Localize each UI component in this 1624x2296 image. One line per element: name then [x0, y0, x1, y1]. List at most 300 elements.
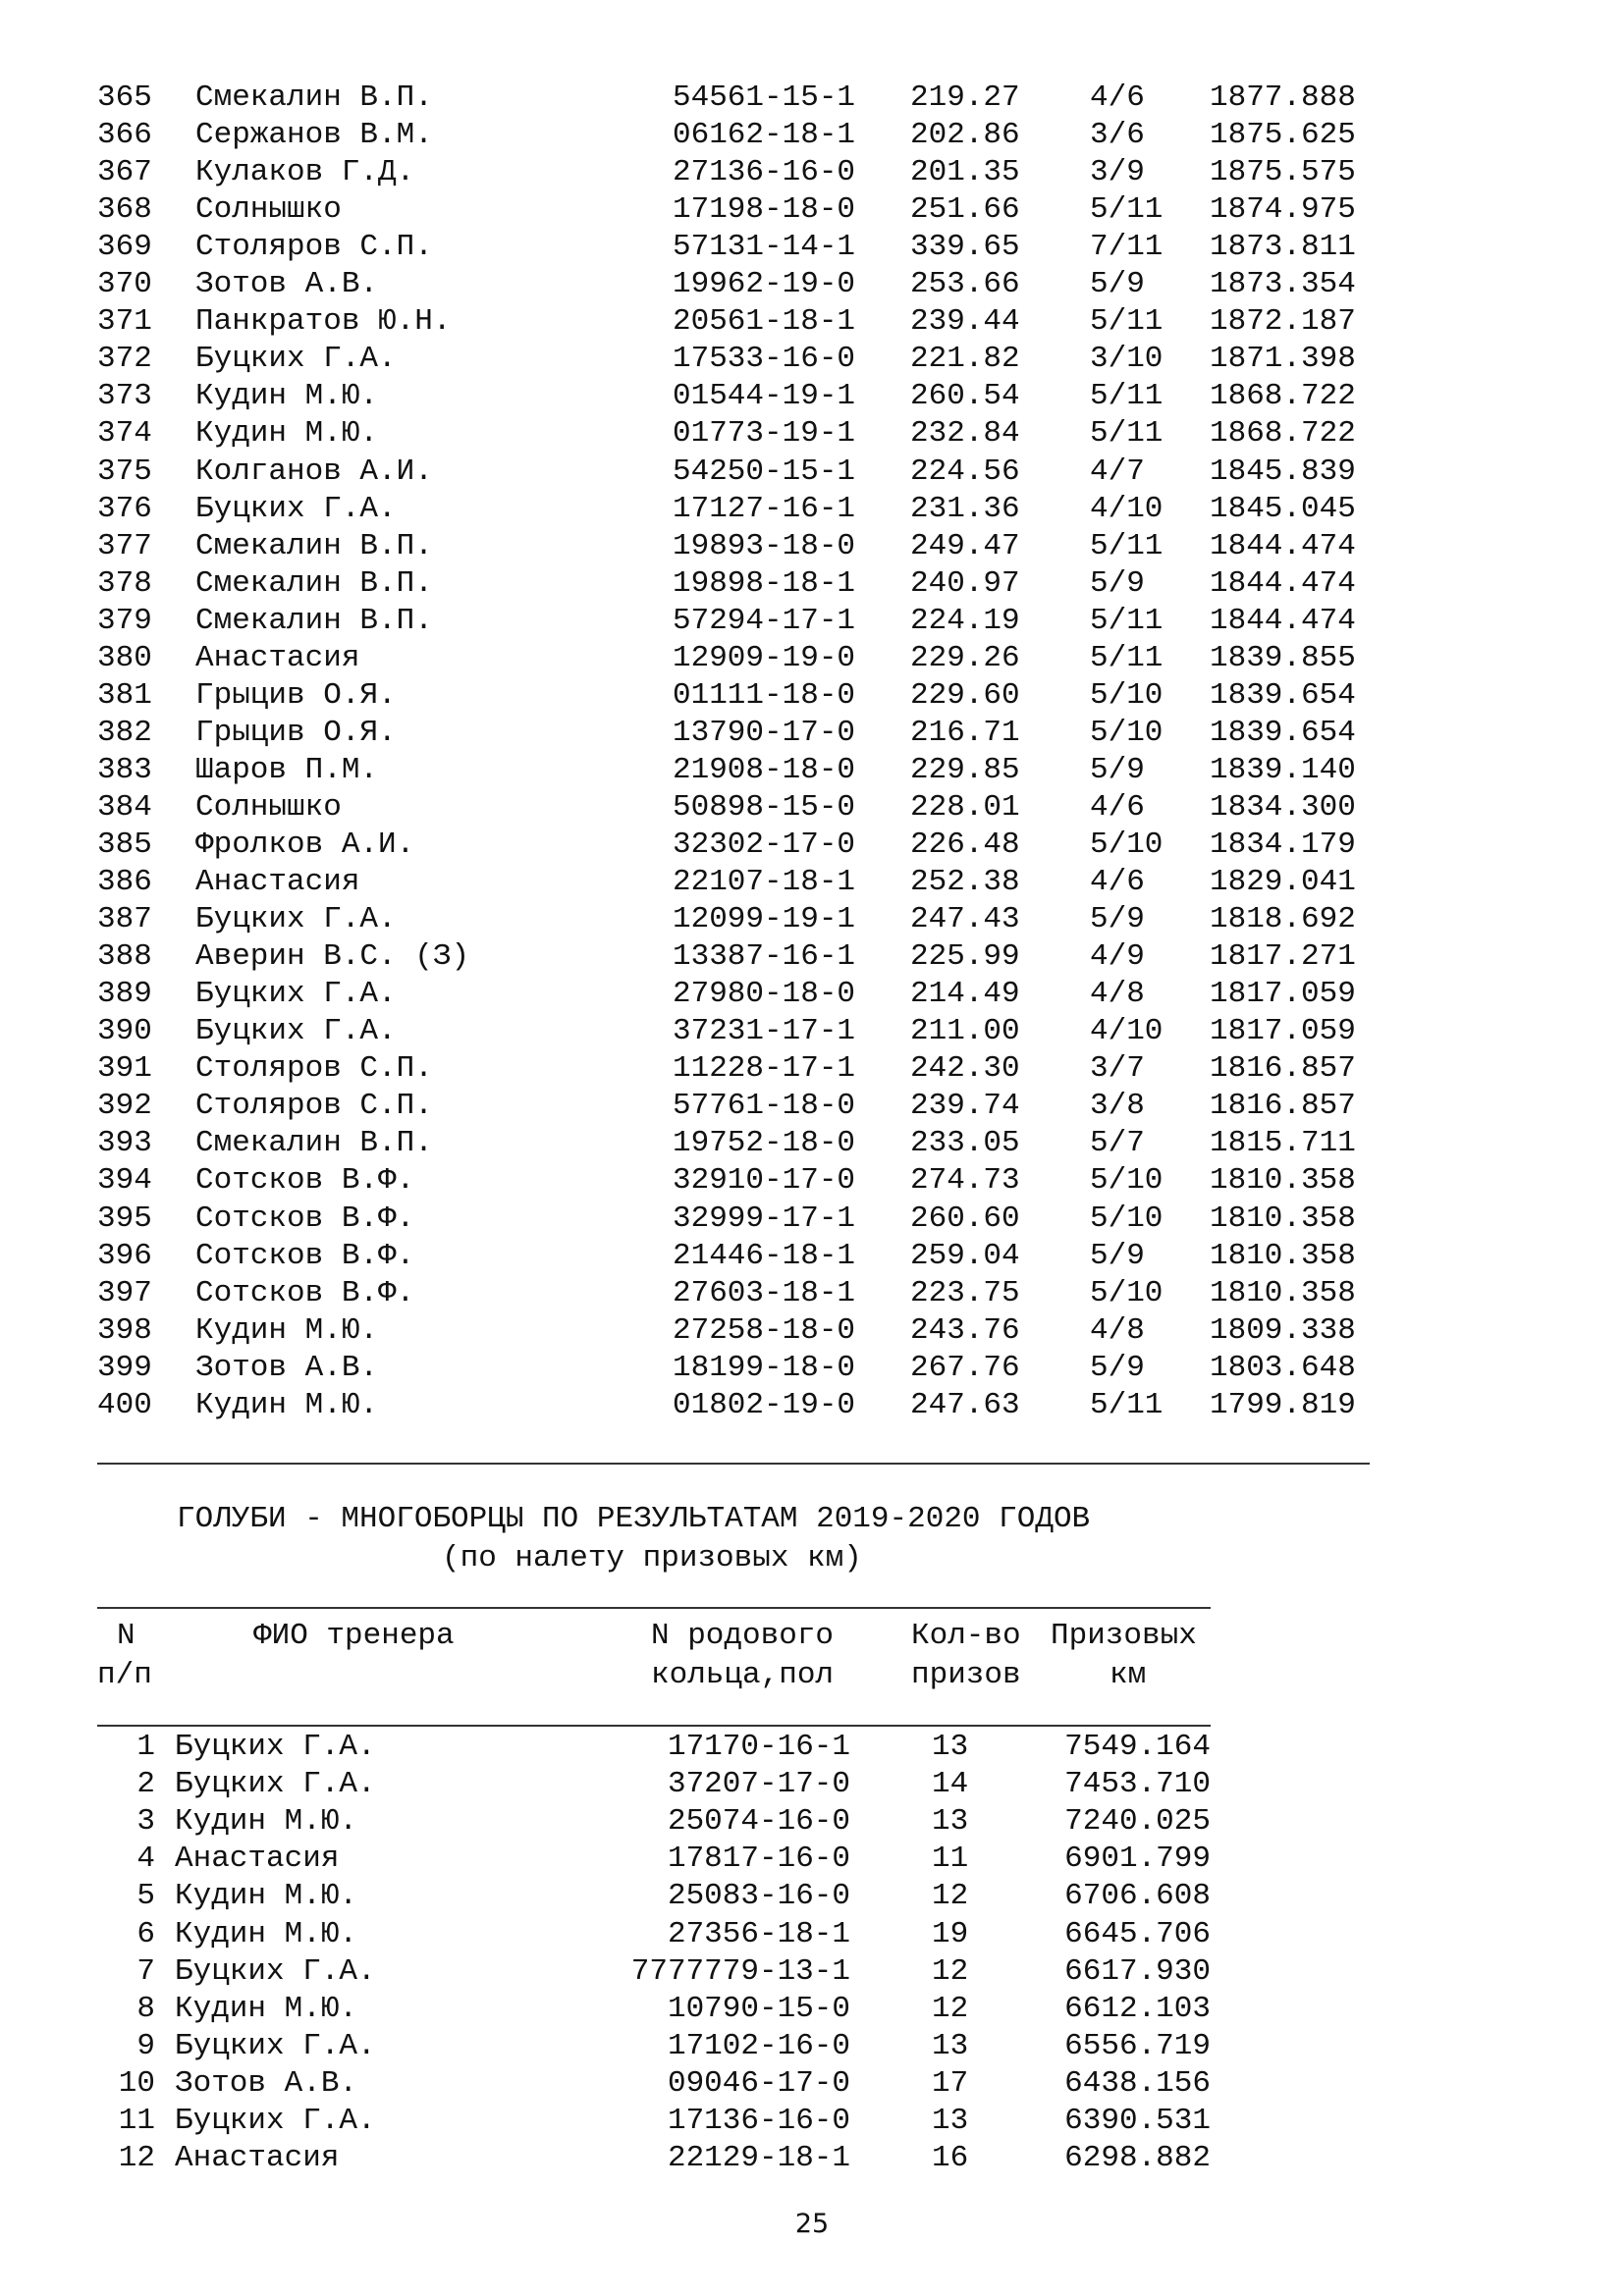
- table-row: [0, 341, 1624, 378]
- table-row: [0, 640, 1624, 677]
- cell-ring: 54250-15-1: [673, 454, 856, 489]
- cell-trainer: Сотсков В.Ф.: [195, 1275, 415, 1310]
- cell-ring: 19898-18-1: [673, 565, 856, 601]
- cell-ring: 17136-16-0: [667, 2104, 850, 2138]
- cell-trainer: Буцких Г.А.: [175, 1767, 376, 1802]
- cell-trainer: Буцких Г.А.: [195, 977, 397, 1012]
- cell-prizes: 3/6: [1090, 118, 1145, 153]
- cell-count: 12: [932, 1879, 969, 1914]
- cell-count: 13: [932, 1730, 969, 1764]
- table-row: [0, 491, 1624, 528]
- cell-num: 8: [136, 1991, 155, 2026]
- cell-ring: 21908-18-0: [673, 752, 856, 787]
- cell-prizes: 4/8: [1090, 1312, 1145, 1348]
- cell-prizes: 4/6: [1090, 789, 1145, 825]
- cell-prizes: 4/7: [1090, 454, 1145, 489]
- cell-km: 6556.719: [1064, 2028, 1211, 2063]
- cell-km: 6901.799: [1064, 1842, 1211, 1877]
- cell-score: 1817.059: [1210, 1014, 1356, 1049]
- cell-distance: 214.49: [910, 977, 1020, 1012]
- cell-num: 5: [136, 1879, 155, 1914]
- table-row: [0, 80, 1624, 117]
- cell-score: 1810.358: [1210, 1201, 1356, 1236]
- cell-trainer: Фролков А.И.: [195, 828, 415, 862]
- table-row: [0, 191, 1624, 229]
- cell-num: 9: [136, 2028, 155, 2063]
- cell-rank: 367: [97, 155, 152, 190]
- cell-ring: 27136-16-0: [673, 155, 856, 190]
- cell-prizes: 5/10: [1090, 828, 1164, 862]
- cell-distance: 253.66: [910, 267, 1020, 302]
- cell-prizes: 3/7: [1090, 1051, 1145, 1087]
- cell-trainer: Кудин М.Ю.: [175, 1879, 358, 1914]
- table-row: [0, 1878, 1624, 1915]
- cell-prizes: 5/10: [1090, 1163, 1164, 1199]
- table-row: [0, 528, 1624, 565]
- cell-score: 1844.474: [1210, 528, 1356, 563]
- header-fio: ФИО тренера: [253, 1619, 455, 1653]
- cell-prizes: 5/11: [1090, 603, 1164, 638]
- cell-km: 6390.531: [1064, 2104, 1211, 2138]
- table-row: [0, 1841, 1624, 1878]
- cell-trainer: Смекалин В.П.: [195, 528, 433, 563]
- cell-rank: 382: [97, 715, 152, 750]
- cell-distance: 201.35: [910, 155, 1020, 190]
- cell-rank: 387: [97, 902, 152, 937]
- cell-distance: 267.76: [910, 1350, 1020, 1385]
- cell-trainer: Зотов А.В.: [175, 2065, 358, 2101]
- cell-ring: 01544-19-1: [673, 379, 856, 414]
- cell-score: 1834.300: [1210, 789, 1356, 825]
- cell-score: 1875.625: [1210, 118, 1356, 153]
- cell-count: 14: [932, 1767, 969, 1802]
- cell-distance: 228.01: [910, 789, 1020, 825]
- cell-ring: 12099-19-1: [673, 902, 856, 937]
- cell-ring: 22129-18-1: [667, 2141, 850, 2176]
- table-row: [0, 1125, 1624, 1162]
- table-row: [0, 789, 1624, 827]
- cell-rank: 375: [97, 454, 152, 489]
- page-number: 25: [794, 2209, 830, 2239]
- cell-rank: 365: [97, 80, 152, 115]
- cell-prizes: 4/10: [1090, 1014, 1164, 1049]
- cell-km: 6645.706: [1064, 1916, 1211, 1951]
- cell-ring: 01802-19-0: [673, 1387, 856, 1422]
- cell-distance: 233.05: [910, 1126, 1020, 1161]
- cell-prizes: 5/9: [1090, 267, 1145, 302]
- cell-trainer: Сержанов В.М.: [195, 118, 433, 153]
- cell-distance: 211.00: [910, 1014, 1020, 1049]
- cell-rank: 398: [97, 1312, 152, 1348]
- cell-num: 12: [118, 2141, 155, 2176]
- cell-trainer: Анастасия: [175, 2141, 340, 2176]
- table-row: [0, 266, 1624, 303]
- cell-score: 1816.857: [1210, 1051, 1356, 1087]
- cell-rank: 374: [97, 416, 152, 452]
- cell-score: 1799.819: [1210, 1387, 1356, 1422]
- cell-trainer: Панкратов Ю.Н.: [195, 304, 452, 340]
- cell-prizes: 5/7: [1090, 1126, 1145, 1161]
- cell-distance: 224.19: [910, 603, 1020, 638]
- cell-trainer: Анастасия: [195, 640, 360, 675]
- cell-rank: 379: [97, 603, 152, 638]
- table-row: [0, 2028, 1624, 2065]
- table-row: [0, 976, 1624, 1013]
- header-km-2: км: [1110, 1658, 1147, 1692]
- cell-num: 2: [136, 1767, 155, 1802]
- cell-ring: 22107-18-1: [673, 865, 856, 900]
- cell-distance: 251.66: [910, 192, 1020, 228]
- cell-distance: 231.36: [910, 491, 1020, 526]
- cell-ring: 25074-16-0: [667, 1804, 850, 1840]
- cell-distance: 242.30: [910, 1051, 1020, 1087]
- cell-ring: 27603-18-1: [673, 1275, 856, 1310]
- cell-ring: 54561-15-1: [673, 80, 856, 115]
- cell-distance: 239.44: [910, 304, 1020, 340]
- cell-ring: 13387-16-1: [673, 939, 856, 975]
- cell-rank: 396: [97, 1238, 152, 1273]
- cell-rank: 386: [97, 865, 152, 900]
- cell-trainer: Кудин М.Ю.: [175, 1991, 358, 2026]
- table-row: [0, 1275, 1624, 1312]
- table-row: [0, 1350, 1624, 1387]
- cell-count: 12: [932, 1953, 969, 1989]
- cell-score: 1810.358: [1210, 1275, 1356, 1310]
- table-row: [0, 454, 1624, 491]
- table-header-line: [97, 1725, 1211, 1727]
- cell-trainer: Колганов А.И.: [195, 454, 433, 489]
- table-row: [0, 1803, 1624, 1841]
- cell-distance: 223.75: [910, 1275, 1020, 1310]
- cell-ring: 32910-17-0: [673, 1163, 856, 1199]
- table-row: [0, 603, 1624, 640]
- cell-score: 1874.975: [1210, 192, 1356, 228]
- table-row: [0, 154, 1624, 191]
- cell-score: 1868.722: [1210, 379, 1356, 414]
- cell-rank: 395: [97, 1201, 152, 1236]
- cell-ring: 27258-18-0: [673, 1312, 856, 1348]
- cell-ring: 17170-16-1: [667, 1730, 850, 1764]
- cell-prizes: 5/11: [1090, 304, 1164, 340]
- cell-distance: 216.71: [910, 715, 1020, 750]
- cell-ring: 27980-18-0: [673, 977, 856, 1012]
- cell-score: 1845.839: [1210, 454, 1356, 489]
- cell-ring: 57761-18-0: [673, 1089, 856, 1124]
- table-row: [0, 1088, 1624, 1125]
- cell-rank: 384: [97, 789, 152, 825]
- cell-km: 6298.882: [1064, 2141, 1211, 2176]
- cell-rank: 380: [97, 640, 152, 675]
- table-row: [0, 117, 1624, 154]
- cell-km: 6706.608: [1064, 1879, 1211, 1914]
- cell-score: 1877.888: [1210, 80, 1356, 115]
- cell-prizes: 5/9: [1090, 1238, 1145, 1273]
- cell-score: 1816.857: [1210, 1089, 1356, 1124]
- cell-rank: 388: [97, 939, 152, 975]
- cell-distance: 229.26: [910, 640, 1020, 675]
- cell-distance: 260.60: [910, 1201, 1020, 1236]
- cell-count: 11: [932, 1842, 969, 1877]
- header-num: N: [117, 1619, 135, 1653]
- cell-prizes: 3/9: [1090, 155, 1145, 190]
- cell-distance: 249.47: [910, 528, 1020, 563]
- header-ring: N родового: [651, 1619, 835, 1653]
- cell-count: 12: [932, 1991, 969, 2026]
- cell-score: 1872.187: [1210, 304, 1356, 340]
- cell-rank: 394: [97, 1163, 152, 1199]
- cell-num: 10: [118, 2065, 155, 2101]
- cell-ring: 17102-16-0: [667, 2028, 850, 2063]
- cell-score: 1810.358: [1210, 1238, 1356, 1273]
- cell-rank: 393: [97, 1126, 152, 1161]
- cell-rank: 368: [97, 192, 152, 228]
- cell-ring: 19893-18-0: [673, 528, 856, 563]
- cell-count: 13: [932, 2104, 969, 2138]
- cell-prizes: 5/9: [1090, 752, 1145, 787]
- cell-ring: 19752-18-0: [673, 1126, 856, 1161]
- cell-trainer: Столяров С.П.: [195, 1051, 433, 1087]
- table-row: [0, 2103, 1624, 2140]
- cell-trainer: Аверин В.С. (З): [195, 939, 470, 975]
- cell-score: 1845.045: [1210, 491, 1356, 526]
- cell-distance: 232.84: [910, 416, 1020, 452]
- table-row: [0, 1729, 1624, 1766]
- cell-prizes: 5/11: [1090, 416, 1164, 452]
- cell-km: 7453.710: [1064, 1767, 1211, 1802]
- cell-prizes: 5/10: [1090, 715, 1164, 750]
- table-row: [0, 864, 1624, 901]
- cell-score: 1810.358: [1210, 1163, 1356, 1199]
- cell-distance: 339.65: [910, 230, 1020, 265]
- table-row: [0, 415, 1624, 453]
- cell-km: 6617.930: [1064, 1953, 1211, 1989]
- cell-prizes: 3/8: [1090, 1089, 1145, 1124]
- cell-trainer: Кудин М.Ю.: [195, 1387, 379, 1422]
- cell-trainer: Кудин М.Ю.: [175, 1916, 358, 1951]
- cell-trainer: Смекалин В.П.: [195, 80, 433, 115]
- table-row: [0, 1991, 1624, 2028]
- cell-ring: 11228-17-1: [673, 1051, 856, 1087]
- cell-score: 1818.692: [1210, 902, 1356, 937]
- table-row: [0, 1387, 1624, 1424]
- cell-rank: 392: [97, 1089, 152, 1124]
- cell-prizes: 5/10: [1090, 1201, 1164, 1236]
- header-ring-2: кольца,пол: [651, 1658, 835, 1692]
- cell-rank: 400: [97, 1387, 152, 1422]
- cell-prizes: 4/6: [1090, 80, 1145, 115]
- table-row: [0, 1916, 1624, 1953]
- cell-distance: 225.99: [910, 939, 1020, 975]
- cell-trainer: Кудин М.Ю.: [195, 416, 379, 452]
- cell-rank: 399: [97, 1350, 152, 1385]
- cell-rank: 372: [97, 342, 152, 377]
- cell-trainer: Зотов А.В.: [195, 1350, 379, 1385]
- cell-distance: 252.38: [910, 865, 1020, 900]
- cell-score: 1873.354: [1210, 267, 1356, 302]
- table-row: [0, 827, 1624, 864]
- cell-score: 1815.711: [1210, 1126, 1356, 1161]
- cell-prizes: 5/11: [1090, 1387, 1164, 1422]
- cell-prizes: 5/9: [1090, 902, 1145, 937]
- cell-trainer: Кудин М.Ю.: [195, 1312, 379, 1348]
- table-row: [0, 378, 1624, 415]
- cell-score: 1839.140: [1210, 752, 1356, 787]
- cell-trainer: Кудин М.Ю.: [175, 1804, 358, 1840]
- cell-rank: 389: [97, 977, 152, 1012]
- cell-trainer: Буцких Г.А.: [195, 902, 397, 937]
- cell-trainer: Сотсков В.Ф.: [195, 1238, 415, 1273]
- cell-rank: 397: [97, 1275, 152, 1310]
- cell-trainer: Смекалин В.П.: [195, 565, 433, 601]
- cell-ring: 20561-18-1: [673, 304, 856, 340]
- cell-score: 1844.474: [1210, 603, 1356, 638]
- header-count: Кол-во: [911, 1619, 1021, 1653]
- cell-km: 6612.103: [1064, 1991, 1211, 2026]
- cell-ring: 57131-14-1: [673, 230, 856, 265]
- cell-ring: 01111-18-0: [673, 677, 856, 713]
- cell-prizes: 4/10: [1090, 491, 1164, 526]
- cell-ring: 21446-18-1: [673, 1238, 856, 1273]
- cell-score: 1839.654: [1210, 715, 1356, 750]
- cell-distance: 229.60: [910, 677, 1020, 713]
- cell-distance: 229.85: [910, 752, 1020, 787]
- cell-prizes: 5/11: [1090, 379, 1164, 414]
- cell-ring: 13790-17-0: [673, 715, 856, 750]
- cell-ring: 19962-19-0: [673, 267, 856, 302]
- table-row: [0, 1162, 1624, 1200]
- cell-trainer: Смекалин В.П.: [195, 1126, 433, 1161]
- cell-score: 1875.575: [1210, 155, 1356, 190]
- cell-ring: 50898-15-0: [673, 789, 856, 825]
- section-title: ГОЛУБИ - МНОГОБОРЦЫ ПО РЕЗУЛЬТАТАМ 2019-2020 ГОДОВ: [177, 1502, 1091, 1536]
- cell-rank: 383: [97, 752, 152, 787]
- cell-distance: 224.56: [910, 454, 1020, 489]
- cell-trainer: Зотов А.В.: [195, 267, 379, 302]
- table-row: [0, 901, 1624, 938]
- cell-prizes: 5/11: [1090, 192, 1164, 228]
- table-row: [0, 2065, 1624, 2103]
- cell-num: 11: [118, 2104, 155, 2138]
- cell-ring: 37231-17-1: [673, 1014, 856, 1049]
- table-row: [0, 1953, 1624, 1991]
- cell-trainer: Буцких Г.А.: [195, 342, 397, 377]
- cell-trainer: Буцких Г.А.: [175, 1953, 376, 1989]
- cell-trainer: Буцких Г.А.: [195, 491, 397, 526]
- cell-ring: 7777779-13-1: [630, 1953, 850, 1989]
- cell-score: 1803.648: [1210, 1350, 1356, 1385]
- section-subtitle: (по налету призовых км): [442, 1541, 862, 1575]
- cell-trainer: Смекалин В.П.: [195, 603, 433, 638]
- cell-ring: 17533-16-0: [673, 342, 856, 377]
- cell-trainer: Сотсков В.Ф.: [195, 1163, 415, 1199]
- cell-prizes: 5/9: [1090, 565, 1145, 601]
- cell-trainer: Кудин М.Ю.: [195, 379, 379, 414]
- cell-distance: 259.04: [910, 1238, 1020, 1273]
- cell-trainer: Анастасия: [175, 1842, 340, 1877]
- cell-prizes: 4/6: [1090, 865, 1145, 900]
- cell-score: 1871.398: [1210, 342, 1356, 377]
- cell-ring: 10790-15-0: [667, 1991, 850, 2026]
- cell-ring: 12909-19-0: [673, 640, 856, 675]
- divider-line: [97, 1463, 1370, 1465]
- cell-trainer: Буцких Г.А.: [195, 1014, 397, 1049]
- cell-rank: 366: [97, 118, 152, 153]
- cell-ring: 09046-17-0: [667, 2065, 850, 2101]
- cell-trainer: Столяров С.П.: [195, 230, 433, 265]
- cell-distance: 243.76: [910, 1312, 1020, 1348]
- header-km: Призовых: [1051, 1619, 1197, 1653]
- cell-score: 1839.654: [1210, 677, 1356, 713]
- cell-km: 6438.156: [1064, 2065, 1211, 2101]
- cell-prizes: 4/9: [1090, 939, 1145, 975]
- cell-score: 1844.474: [1210, 565, 1356, 601]
- cell-rank: 391: [97, 1051, 152, 1087]
- cell-distance: 240.97: [910, 565, 1020, 601]
- table-row: [0, 1013, 1624, 1050]
- cell-ring: 32302-17-0: [673, 828, 856, 862]
- cell-rank: 381: [97, 677, 152, 713]
- cell-trainer: Буцких Г.А.: [175, 2104, 376, 2138]
- cell-distance: 221.82: [910, 342, 1020, 377]
- cell-trainer: Грыцив О.Я.: [195, 715, 397, 750]
- table-row: [0, 677, 1624, 715]
- header-count-2: призов: [911, 1658, 1021, 1692]
- cell-trainer: Буцких Г.А.: [175, 2028, 376, 2063]
- cell-distance: 247.43: [910, 902, 1020, 937]
- cell-rank: 377: [97, 528, 152, 563]
- cell-num: 3: [136, 1804, 155, 1840]
- table-row: [0, 752, 1624, 789]
- cell-ring: 17127-16-1: [673, 491, 856, 526]
- cell-num: 7: [136, 1953, 155, 1989]
- cell-rank: 371: [97, 304, 152, 340]
- cell-score: 1868.722: [1210, 416, 1356, 452]
- table-row: [0, 1238, 1624, 1275]
- cell-trainer: Столяров С.П.: [195, 1089, 433, 1124]
- cell-trainer: Солнышко: [195, 192, 342, 228]
- cell-ring: 01773-19-1: [673, 416, 856, 452]
- cell-trainer: Сотсков В.Ф.: [195, 1201, 415, 1236]
- table-row: [0, 1050, 1624, 1088]
- cell-num: 6: [136, 1916, 155, 1951]
- cell-prizes: 7/11: [1090, 230, 1164, 265]
- cell-distance: 239.74: [910, 1089, 1020, 1124]
- cell-count: 19: [932, 1916, 969, 1951]
- cell-prizes: 5/11: [1090, 528, 1164, 563]
- cell-trainer: Кулаков Г.Д.: [195, 155, 415, 190]
- cell-trainer: Анастасия: [195, 865, 360, 900]
- cell-ring: 57294-17-1: [673, 603, 856, 638]
- cell-score: 1829.041: [1210, 865, 1356, 900]
- cell-rank: 376: [97, 491, 152, 526]
- header-num-2: п/п: [97, 1658, 152, 1692]
- cell-distance: 226.48: [910, 828, 1020, 862]
- cell-prizes: 5/11: [1090, 640, 1164, 675]
- cell-trainer: Буцких Г.А.: [175, 1730, 376, 1764]
- cell-count: 13: [932, 1804, 969, 1840]
- cell-score: 1873.811: [1210, 230, 1356, 265]
- cell-score: 1809.338: [1210, 1312, 1356, 1348]
- cell-trainer: Грыцив О.Я.: [195, 677, 397, 713]
- cell-distance: 274.73: [910, 1163, 1020, 1199]
- cell-score: 1817.271: [1210, 939, 1356, 975]
- table-top-line: [97, 1607, 1211, 1609]
- cell-prizes: 5/10: [1090, 677, 1164, 713]
- table-row: [0, 1766, 1624, 1803]
- cell-prizes: 5/10: [1090, 1275, 1164, 1310]
- cell-count: 13: [932, 2028, 969, 2063]
- cell-prizes: 5/9: [1090, 1350, 1145, 1385]
